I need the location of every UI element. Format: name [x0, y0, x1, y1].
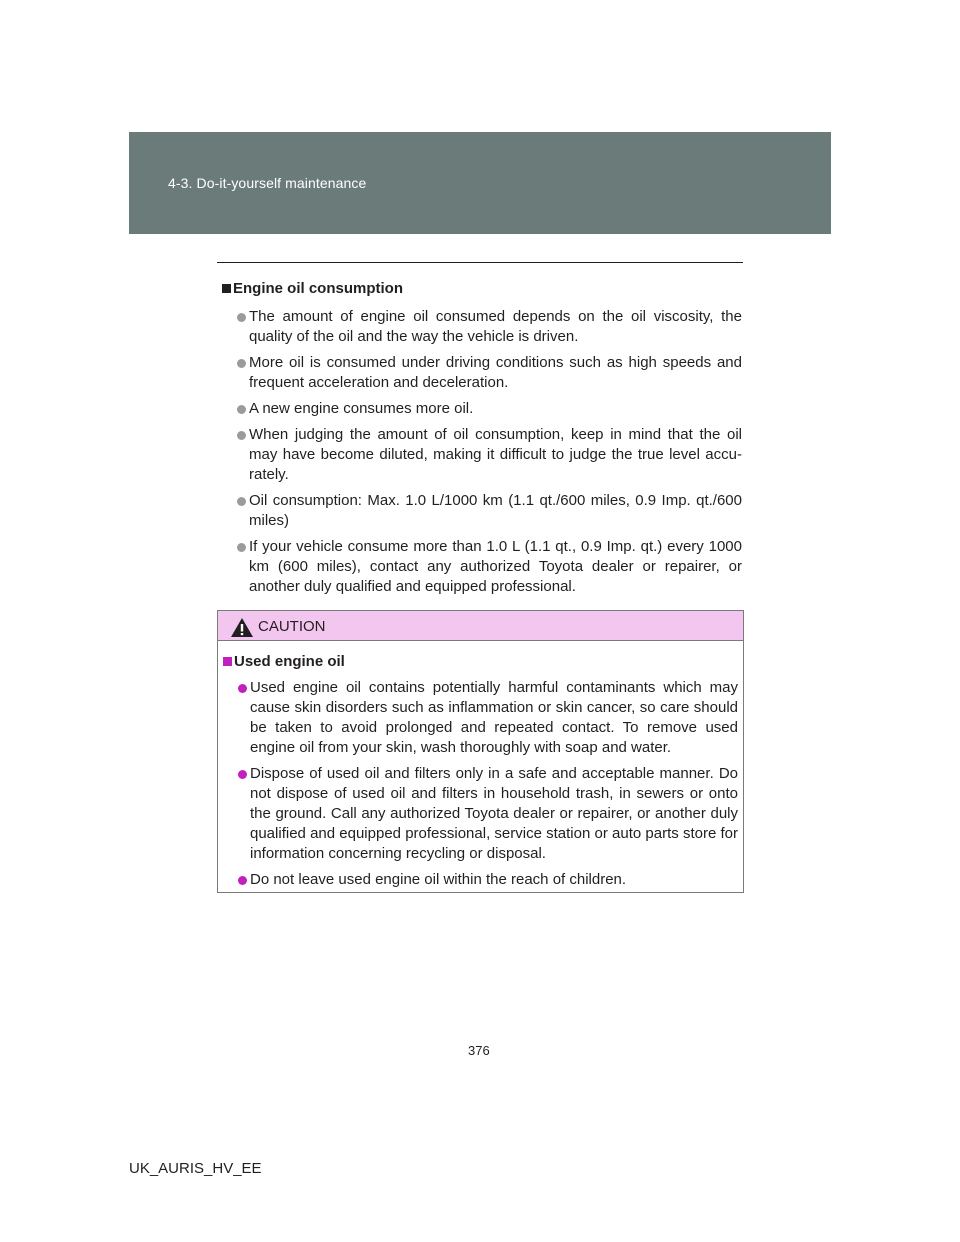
- caution-heading: [223, 651, 738, 673]
- list-item-text: Do not leave used engine oil within the reach of children.: [250, 871, 627, 888]
- round-bullet-icon: [238, 876, 247, 885]
- list-item: [222, 307, 742, 347]
- caution-body: [223, 651, 738, 896]
- list-item-text: The amount of engine oil consumed depends on the oil viscosity, the quality of the oil and the way the vehicle is driven.: [249, 308, 742, 345]
- warning-triangle-icon: [230, 617, 254, 638]
- caution-bullet-list: [223, 678, 738, 890]
- list-item-text: Used engine oil contains potentially harmful contaminants which may cause skin disorders such as inflammation or skin cancer, so care should be taken to avoid prolonged and repeated contact. To remove used engine oil from your skin, wash thoroughly with soap and water.: [250, 679, 738, 756]
- square-bullet-icon: [223, 657, 232, 666]
- list-item: [223, 870, 738, 890]
- list-item: [222, 425, 742, 485]
- bullet-list: [222, 307, 742, 597]
- list-item: [222, 399, 742, 419]
- list-item-text: Oil consumption: Max. 1.0 L/1000 km (1.1 qt./600 miles, 0.9 Imp. qt./600 miles): [249, 492, 742, 529]
- round-bullet-icon: [237, 313, 246, 322]
- heading-text: Engine oil consumption: [233, 280, 403, 297]
- list-item-text: When judging the amount of oil consumption, keep in mind that the oil may have become diluted, making it difficult to judge the true level accu-rately.: [249, 426, 742, 483]
- list-item: [222, 491, 742, 531]
- section-title: 4-3. Do-it-yourself maintenance: [168, 175, 367, 191]
- square-bullet-icon: [222, 284, 231, 293]
- caution-title: CAUTION: [258, 618, 326, 635]
- caution-header: [218, 611, 743, 641]
- page-header: [129, 132, 831, 234]
- document-code: UK_AURIS_HV_EE: [129, 1160, 262, 1177]
- list-item-text: If your vehicle consume more than 1.0 L (1.1 qt., 0.9 Imp. qt.) every 1000 km (600 miles), contact any authorized Toyota dealer or repairer, or another duly qualified and equipped professional.: [249, 538, 742, 595]
- list-item: [222, 537, 742, 597]
- heading-text: Used engine oil: [234, 653, 345, 670]
- round-bullet-icon: [238, 770, 247, 779]
- round-bullet-icon: [237, 497, 246, 506]
- oil-consumption-section: [222, 278, 742, 603]
- list-item-text: A new engine consumes more oil.: [249, 400, 474, 417]
- round-bullet-icon: [237, 405, 246, 414]
- round-bullet-icon: [237, 359, 246, 368]
- section-divider: [217, 262, 743, 263]
- round-bullet-icon: [237, 431, 246, 440]
- list-item: [222, 353, 742, 393]
- round-bullet-icon: [238, 684, 247, 693]
- section-heading: [222, 278, 742, 300]
- caution-box: [217, 610, 744, 893]
- page-number: 376: [468, 1043, 490, 1058]
- list-item: [223, 678, 738, 758]
- list-item: [223, 764, 738, 864]
- list-item-text: More oil is consumed under driving conditions such as high speeds and frequent acceleration and deceleration.: [249, 354, 742, 391]
- list-item-text: Dispose of used oil and filters only in a safe and acceptable manner. Do not dispose of used oil and filters in household trash, in sewers or onto the ground. Call any authorized Toyota dealer or repairer, or another duly qualified and equipped professional, service station or auto parts store for information concerning recycling or disposal.: [250, 765, 738, 862]
- round-bullet-icon: [237, 543, 246, 552]
